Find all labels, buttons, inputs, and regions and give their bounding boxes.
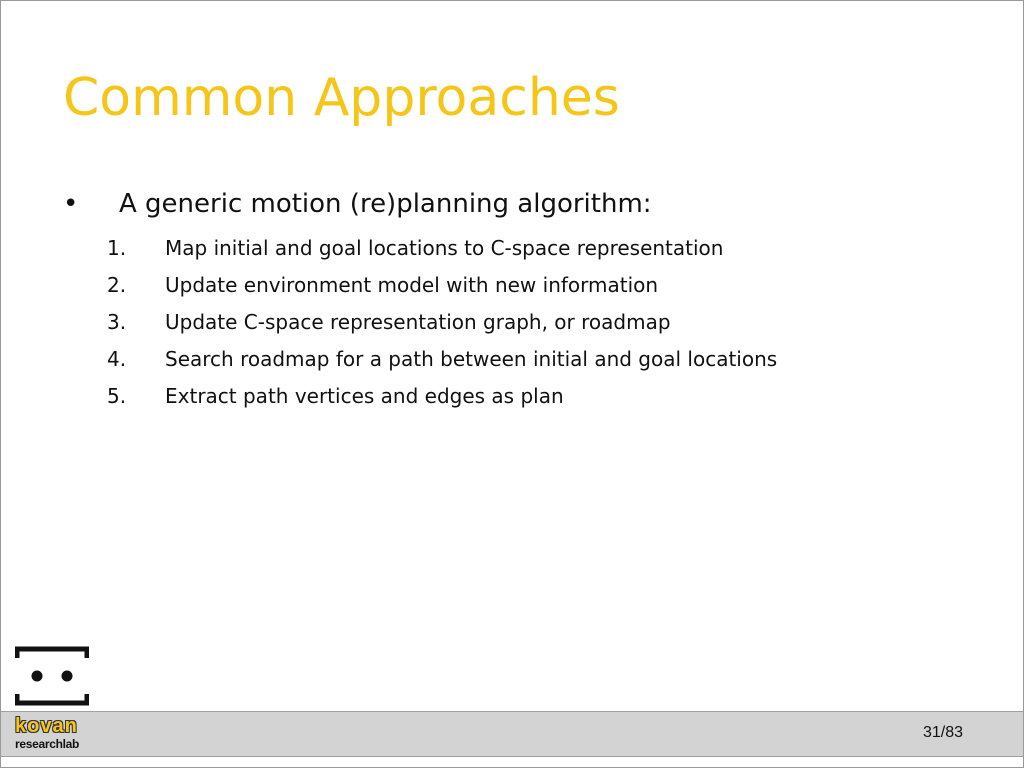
list-item-number: 2. [107, 273, 127, 297]
robot-face-icon [15, 646, 89, 706]
kovan-logo [13, 716, 93, 754]
slide-content [1, 1, 1023, 767]
list-item-number: 4. [107, 347, 127, 371]
page-number: 31/83 [922, 724, 963, 741]
bullet-marker: • [63, 189, 79, 219]
list-item-text: Update environment model with new information [165, 273, 659, 297]
slide-title: Common Approaches [63, 68, 620, 128]
bullet-text: A generic motion (re)planning algorithm: [119, 189, 652, 219]
list-item-number: 1. [107, 236, 127, 260]
list-item-text: Search roadmap for a path between initial and goal locations [165, 347, 778, 371]
list-item-text: Map initial and goal locations to C-space representation [165, 236, 724, 260]
list-item-number: 3. [107, 310, 127, 334]
slide-footer [1, 711, 1023, 757]
list-item-number: 5. [107, 384, 127, 408]
brand-main-text: kovan [15, 715, 78, 737]
list-item-text: Update C-space representation graph, or roadmap [165, 310, 671, 334]
brand-sub-text: researchlab [15, 737, 80, 751]
list-item-text: Extract path vertices and edges as plan [165, 384, 564, 408]
footer-bottom-strip [1, 757, 1023, 767]
